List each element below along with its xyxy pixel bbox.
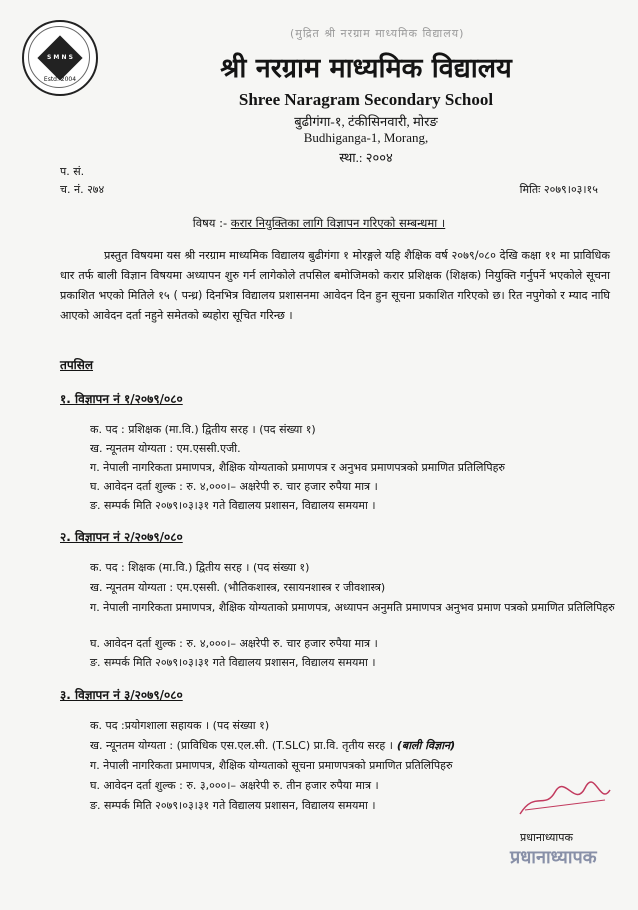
school-title-english: Shree Naragram Secondary School <box>238 90 494 109</box>
ad-item: ङ. सम्पर्क मिति २०७९।०३।३१ गते विद्यालय प्रशासन, विद्यालय समयमा । <box>90 656 376 669</box>
ad-item: ग. नेपाली नागरिकता प्रमाणपत्र, शैक्षिक योग्यताको सूचना प्रमाणपत्रको प्रमाणित प्रतिलिपिहरु <box>90 759 453 772</box>
ad-item: ग. नेपाली नागरिकता प्रमाणपत्र, शैक्षिक योग्यताको प्रमाणपत्र, अध्यापन अनुमति प्रमाणपत्र अनुभव प्रमाण पत्रको प्रमाणित प्रतिलिपिहरु <box>90 601 615 614</box>
ad-item <box>90 738 620 753</box>
ad-item: क. पद : प्रशिक्षक (मा.वि.) द्वितीय सरह । (पद संख्या १) <box>90 423 316 436</box>
body-paragraph: प्रस्तुत विषयमा यस श्री नरग्राम माध्यमिक विद्यालय बुढीगंगा १ मोरङ्गले यहि शैक्षिक वर्ष २०७९/०८० देखि कक्षा ११ मा प्राविधिक धार तर्फ बाली विज्ञान विषयमा अध्यापन शुरु गर्न लागेकोले तपसिल बमोजिमको करार प्रशिक्षक (शिक्षक) नियुक्ति गर्नुपर्ने भएकोले सूचना प्रकाशित भएको मितिले १५ ( पन्ध्र) दिनभित्र विद्यालय प्रशासनमा आवेदन दिन हुन सूचना प्रकाशित गरिएको छ। रित नपुगेको र म्याद नाघि आएको आवेदन दर्ता नहुने समेतको ब्यहोरा सूचित गरिन्छ । <box>60 249 610 322</box>
ad-heading: २. विज्ञापन नं २/२०७९/०८० <box>60 530 183 544</box>
ad-item: क. पद : शिक्षक (मा.वि.) द्वितीय सरह । (पद संख्या १) <box>90 561 310 574</box>
ad-item: ख. न्यूनतम योग्यता : एम.एससी.एजी. <box>90 442 241 455</box>
ad-item: घ. आवेदन दर्ता शुल्क : रु. ४,०००।– अक्षरेपी रु. चार हजार रुपैया मात्र । <box>90 480 378 493</box>
school-title-nepali: श्री नरग्राम माध्यमिक विद्यालय <box>220 53 512 84</box>
handwritten-note: (बाली विज्ञान) <box>396 739 456 752</box>
patra-sankhya: प. सं. <box>60 165 85 178</box>
logo-est: Estd. 2004 <box>43 76 77 83</box>
ad-item: घ. आवेदन दर्ता शुल्क : रु. ४,०००।– अक्षरेपी रु. चार हजार रुपैया मात्र । <box>90 637 378 650</box>
established-year: स्था.: २००४ <box>339 150 393 165</box>
ad-item: ङ. सम्पर्क मिति २०७९।०३।३१ गते विद्यालय प्रशासन, विद्यालय समयमा । <box>90 799 376 812</box>
address-nepali: बुढीगंगा-१, टंकीसिनवारी, मोरङ <box>294 114 438 129</box>
ad-item: ग. नेपाली नागरिकता प्रमाणपत्र, शैक्षिक योग्यताको प्रमाणपत्र र अनुभव प्रमाणपत्रको प्रमाणित प्रतिलिपिहरु <box>90 461 505 474</box>
subject-text: करार नियुक्तिका लागि विज्ञापन गरिएको सम्बन्धमा । <box>230 216 446 230</box>
logo-diamond: S M N S <box>37 35 82 80</box>
ad-item: घ. आवेदन दर्ता शुल्क : रु. ३,०००।– अक्षरेपी रु. तीन हजार रुपैया मात्र । <box>90 779 379 792</box>
ad-item: ङ. सम्पर्क मिति २०७९।०३।३१ गते विद्यालय प्रशासन, विद्यालय समयमा । <box>90 499 376 512</box>
subject-line <box>0 216 638 231</box>
principal-stamp: प्रधानाध्यापक <box>510 847 597 868</box>
principal-title: प्रधानाध्यापक <box>520 831 573 844</box>
letter-date: मितिः २०७९।०३।१५ <box>519 183 598 196</box>
ad-heading: १. विज्ञापन नं १/२०७९/०८० <box>60 392 183 406</box>
ad-item: ख. न्यूनतम योग्यता : एम.एससी. (भौतिकशास्त्र, रसायनशास्त्र र जीवशास्त्र) <box>90 581 386 594</box>
ad-item: क. पद :प्रयोगशाला सहायक । (पद संख्या १) <box>90 719 270 732</box>
ad-item-text: ख. न्यूनतम योग्यता : (प्राविधिक एस.एल.सी. (T.SLC) प्रा.वि. तृतीय सरह । <box>90 739 393 752</box>
ad-heading: ३. विज्ञापन नं ३/२०७९/०८० <box>60 688 183 702</box>
school-logo <box>22 20 98 96</box>
faint-stamp-text: (मुद्रित श्री नरग्राम माध्यमिक विद्यालय) <box>290 27 465 40</box>
address-english: Budhiganga-1, Morang, <box>303 130 429 145</box>
subject-label: विषय :- <box>192 216 228 230</box>
tapasil-heading: तपसिल <box>60 358 94 372</box>
signature-scribble <box>515 780 615 820</box>
chalani-number: च. नं. २७४ <box>60 183 105 196</box>
